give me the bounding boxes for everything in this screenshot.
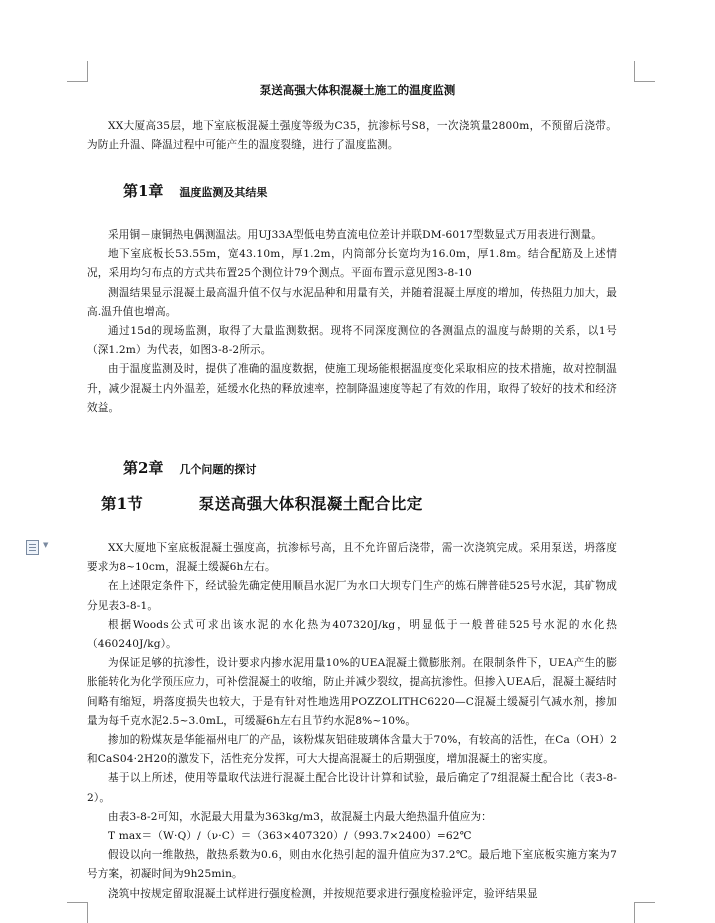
paragraph: 由表3-8-2可知，水泥最大用量为363kg/m3，故混凝土内最大绝热温升值应为： xyxy=(108,810,492,823)
paragraph: 地下室底板长53.55m，宽43.10m，厚1.2m，内筒部分长宽均为16.0m，厚1.8m。结合配筋及上述情况，采用均匀布点的方式共布置25个测位计79个测点。平面布置示意见图3-8-10 xyxy=(87,248,617,280)
chevron-down-icon[interactable]: ▼ xyxy=(43,541,49,549)
paragraph: 通过15d的现场监测，取得了大量监测数据。现将不同深度测位的各测温点的温度与龄期的关系，以1号（深1.2m）为代表，如图3-8-2所示。 xyxy=(87,325,617,357)
paragraph: XX大厦高35层，地下室底板混凝土强度等级为C35，抗渗标号S8，一次浇筑量2800m，不预留后浇带。为防止升温、降温过程中可能产生的温度裂缝，进行了温度监测。 xyxy=(87,120,617,152)
paragraph: 采用铜－康铜热电偶测温法。用UJ33A型低电势直流电位差计并联DM-6017型数显式万用表进行测量。 xyxy=(108,229,602,241)
chapter-number: 第2章 xyxy=(123,459,164,477)
paragraph: 由于温度监测及时，提供了准确的温度数据，使施工现场能根据温度变化采取相应的技术措施，故对控制温升，减少混凝土内外温差，延缓水化热的释放速率，控制降温速度等起了有效的作用，取得了较好的技术和经济效益。 xyxy=(87,363,617,414)
crop-mark-top-right xyxy=(634,61,655,82)
crop-mark-bottom-right xyxy=(634,902,655,923)
section-number: 第1节 xyxy=(101,494,143,513)
crop-mark-bottom-left xyxy=(67,902,88,923)
paragraph: XX大厦地下室底板混凝土强度高，抗渗标号高，且不允许留后浇带，需一次浇筑完成。采用泵送，坍落度要求为8~10cm，混凝土缓凝6h左右。 xyxy=(87,542,617,574)
page-title: 泵送高强大体积混凝土施工的温度监测 xyxy=(259,83,456,97)
section-title: 泵送高强大体积混凝土配合比定 xyxy=(198,494,423,513)
section-1-body xyxy=(87,539,617,904)
paragraph: 为保证足够的抗渗性，设计要求内掺水泥用量10%的UEA混凝土微膨胀剂。在限制条件下，UEA产生的膨胀能转化为化学预压应力，可补偿混凝土的收缩，防止并减少裂纹，提高抗渗性。但掺入UEA后，混凝土凝结时间略有缩短，坍落度损失也较大，于是有针对性地选用POZZOLITHC6220—C混凝土缓凝引气减水剂，掺加量为每千克水泥2.5~3.0mL，可缓凝6h左右且节约水泥8%~10%。 xyxy=(87,657,617,727)
chapter-number: 第1章 xyxy=(123,182,164,200)
intro-paragraph xyxy=(87,117,617,155)
paragraph: 在上述限定条件下，经试验先确定使用顺昌水泥厂为水口大坝专门生产的炼石牌普硅525号水泥，其矿物成分见表3-8-1。 xyxy=(87,580,617,612)
formula: T max＝（W·Q）/（ν·C）＝（363×407320）/（993.7×2400）=62℃ xyxy=(108,830,472,843)
paragraph: 根据Woods公式可求出该水泥的水化热为407320J/kg，明显低于一般普硅525号水泥的水化热（460240J/kg）。 xyxy=(87,618,617,651)
section-1-heading xyxy=(101,492,423,514)
chapter-1-heading xyxy=(123,180,267,201)
chapter-title: 几个问题的探讨 xyxy=(179,463,257,476)
chapter-1-body xyxy=(87,226,617,418)
chapter-title: 温度监测及其结果 xyxy=(179,186,268,199)
paragraph: 掺加的粉煤灰是华能福州电厂的产品，该粉煤灰铝硅玻璃体含量大于70%，有较高的活性，在Ca（OH）2和CaS04·2H20的激发下，活性充分发挥，可大大提高混凝土的后期强度，增加混凝土的密实度。 xyxy=(87,734,617,766)
paragraph: 假设以向一维散热，散热系数为0.6，则由水化热引起的温升值应为37.2℃。最后地下室底板实施方案为7号方案，初凝时间为9h25min。 xyxy=(87,849,617,881)
paragraph: 测温结果显示混凝土最高温升值不仅与水泥品种和用量有关，并随着混凝土厚度的增加，传热阻力加大，最高.温升值也增高。 xyxy=(87,286,617,318)
paragraph: 浇筑中按规定留取混凝土试样进行强度检测，并按规范要求进行强度检验评定，验评结果显 xyxy=(108,887,538,900)
paragraph: 基于以上所述，使用等量取代法进行混凝土配合比设计计算和试验，最后确定了7组混凝土配合比（表3-8-2）。 xyxy=(87,772,617,804)
chapter-2-heading xyxy=(123,457,256,478)
crop-mark-top-left xyxy=(67,61,88,82)
document-icon[interactable] xyxy=(26,540,39,555)
